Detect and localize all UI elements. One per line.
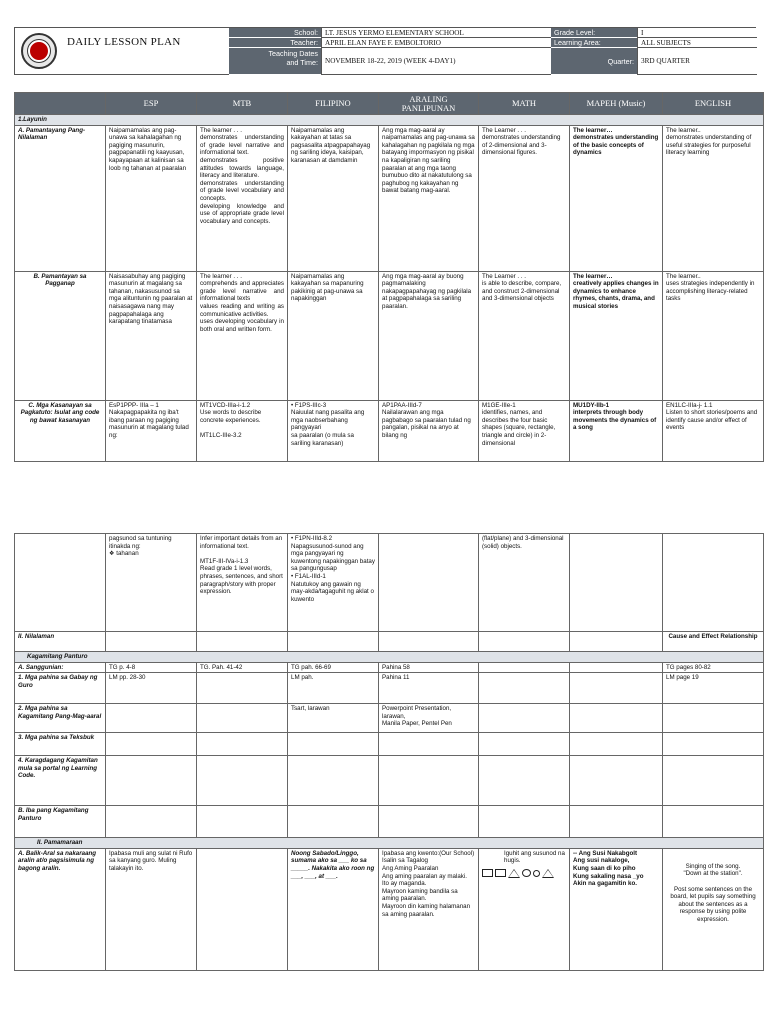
square-shape-icon	[495, 869, 506, 877]
cell-filipino: Naipamamalas ang kakayahan at tatas sa pagsasalita atpagpapahayag ng sariling ideya, kaisipan, karanasan at damdamin	[288, 125, 379, 271]
cell-mapeh	[570, 534, 663, 632]
cell-ap: Pahina 11	[379, 673, 479, 704]
col-header-math: MATH	[479, 93, 570, 115]
cell-mtb	[197, 673, 288, 704]
section-label: 1.Layunin	[15, 115, 764, 126]
cell-esp: Naisasabuhay ang pagiging masunurin at magalang sa tahanan, nakasusunod sa mga alituntunin ng paaralan at naisasagawa nang may pagpapahalaga ang karapatang tinatamasa	[106, 271, 197, 400]
cell-math	[479, 848, 570, 970]
cell-english	[663, 534, 764, 632]
cell-filipino: Tsart, larawan	[288, 704, 379, 733]
quarter-value: 3RD QUARTER	[637, 48, 757, 75]
cell-math	[479, 662, 570, 673]
cell-mtb: TG. Pah. 41-42	[197, 662, 288, 673]
cell-mapeh: The learner… demonstrates understanding of the basic concepts of dynamics	[570, 125, 663, 271]
cell-esp	[106, 704, 197, 733]
cell-math: The Learner . . . demonstrates understanding of 2-dimensional and 3-dimensional figures.	[479, 125, 570, 271]
rectangle-shape-icon	[482, 869, 493, 877]
cell-mtb	[197, 704, 288, 733]
cell-mapeh: -- Ang Susi Nakabgolt Ang susi nakaloge, Kung saan di ko piho Kung sakaling nasa _yo Akin na gagamitin ko.	[570, 848, 663, 970]
column-header-row	[15, 93, 764, 115]
cell-english: Singing of the song. "Down at the station". Post some sentences on the board, let pupils say something about the sentences as a response by using polite expression.	[663, 848, 764, 970]
cell-esp: Naipamamalas ang pag-unawa sa kahalagahan ng pagiging masunurin, pagpapanatili ng kaayusan, kapayapaan at kalinisan sa loob ng tahanan at paaralan	[106, 125, 197, 271]
row-karagdagang-kagamitan	[15, 756, 764, 806]
cell-ap: Ang mga mag-aaral ay naipamamalas ang pag-unawa sa kahalagahan ng pagkilala ng mga batayang impormasyon ng pisikal na kapaligiran ng sariling paaralan at ang mga taong bumubuo dito at nakatutulong sa paghubog ng kakayahan ng bawat batang mag-aaral.	[379, 125, 479, 271]
cell-english: TG pages 80-82	[663, 662, 764, 673]
col-header-mapeh: MAPEH (Music)	[570, 93, 663, 115]
cell-filipino: LM pah.	[288, 673, 379, 704]
row-label: 4. Karagdagang Kagamitan mula sa portal ng Learning Code.	[15, 756, 106, 806]
cell-esp: Ipabasa muli ang sulat ni Rufo sa kanyang guro. Muling talakayin ito.	[106, 848, 197, 970]
row-label: 1. Mga pahina sa Gabay ng Guro	[15, 673, 106, 704]
school-value: LT. JESUS YERMO ELEMENTARY SCHOOL	[321, 28, 551, 38]
row-kagamitang-pang-mag-aaral	[15, 704, 764, 733]
cell-english: The learner.. uses strategies independently in accomplishing literacy-related tasks	[663, 271, 764, 400]
cell-english: Cause and Effect Relationship	[663, 632, 764, 652]
col-header-esp: ESP	[106, 93, 197, 115]
col-header-araling-panlipunan: ARALING PANLIPUNAN	[379, 93, 479, 115]
shape-pattern	[482, 869, 566, 878]
section-row-kagamitan	[15, 652, 764, 663]
grade-value: I	[637, 28, 757, 38]
cell-mtb: The learner . . . comprehends and appreciates grade level narrative and informational texts values reading and writing as communicative activities. uses developing vocabulary in both oral and written form.	[197, 271, 288, 400]
section-row-layunin	[15, 115, 764, 126]
cell-filipino: • F1PS-IIIc-3 Naiuulat nang pasalita ang mga naobserbahang pangyayari sa paaralan (o mula sa sariling karanasan)	[288, 400, 379, 461]
cell-math	[479, 704, 570, 733]
cell-ap: AP1PAA-IIId-7 Nailalarawan ang mga pagbabago sa paaralan tulad ng pangalan, pisikal na anyo at bilang ng	[379, 400, 479, 461]
row-mga-kasanayan	[15, 400, 764, 461]
lesson-plan-header	[14, 27, 756, 75]
document-title: DAILY LESSON PLAN	[67, 36, 181, 48]
circle-shape-icon	[522, 869, 531, 877]
teacher-value: APRIL ELAN FAYE F. EMBOLTORIO	[321, 38, 551, 48]
cell-ap: Ang mga mag-aaral ay buong pagmamalaking nakapagpapahayag ng pagkilala at pagpapahalaga sa sariling paaralan.	[379, 271, 479, 400]
row-balik-aral	[15, 848, 764, 970]
row-nilalaman	[15, 632, 764, 652]
cell-mapeh: MU1DY-IIb-1 interprets through body movements the dynamics of a song	[570, 400, 663, 461]
lesson-objectives-table	[14, 92, 764, 462]
cell-mapeh	[570, 662, 663, 673]
grade-label: Grade Level:	[551, 28, 651, 38]
cell-filipino: Naipamamalas ang kakayahan sa mapanuring pakikinig at pag-unawa sa napakinggan	[288, 271, 379, 400]
cell-mapeh	[570, 673, 663, 704]
quarter-label: Quarter:	[551, 48, 637, 75]
col-header-english: ENGLISH	[663, 93, 764, 115]
row-sanggunian	[15, 662, 764, 673]
row-label-empty	[15, 534, 106, 632]
cell-esp: LM pp. 28-30	[106, 673, 197, 704]
cell-esp: EsP1PPP- IIIa – 1 Nakapagpapakita ng iba't ibang paraan ng pagiging masunurin at magalang tulad ng:	[106, 400, 197, 461]
cell-ap: Powerpoint Presentation, larawan, Manila Paper, Pentel Pen	[379, 704, 479, 733]
cell-mapeh	[570, 704, 663, 733]
cell-english	[663, 704, 764, 733]
cell-english: The learner.. demonstrates understanding of useful strategies for purposeful literacy learning	[663, 125, 764, 271]
row-gabay-ng-guro	[15, 673, 764, 704]
row-continued-objectives	[15, 534, 764, 632]
cell-english: LM page 19	[663, 673, 764, 704]
cell-filipino: Noong Sabado/Linggo, sumama ako sa ___ ko sa _____. Nakakita ako roon ng ___, ___, at ___.	[288, 848, 379, 970]
row-label: II. Nilalaman	[15, 632, 106, 652]
deped-seal-logo	[21, 33, 57, 69]
cell-filipino: • F1PN-IIId-8.2 Napagsusunod-sunod ang mga pangyayari ng kuwentong napakinggan batay sa pangungusap • F1AL-IIId-1 Natutukoy ang gawain ng may-akda/tagaguhit ng aklat o kuwento	[288, 534, 379, 632]
row-label: B. Iba pang Kagamitang Panturo	[15, 806, 106, 838]
area-value: ALL SUBJECTS	[637, 38, 757, 48]
row-pamantayan-sa-pagganap	[15, 271, 764, 400]
cell-math	[479, 673, 570, 704]
row-label: 2. Mga pahina sa Kagamitang Pang-Mag-aaral	[15, 704, 106, 733]
cell-filipino: TG pah. 66-69	[288, 662, 379, 673]
row-label: A. Pamantayang Pang-Nilalaman	[15, 125, 106, 271]
row-pamantayang-pangnilalaman	[15, 125, 764, 271]
row-label: B. Pamantayan sa Pagganap	[15, 271, 106, 400]
triangle-shape-icon	[508, 869, 520, 878]
col-header-filipino: FILIPINO	[288, 93, 379, 115]
triangle-shape-icon	[542, 869, 554, 878]
cell-mtb: MT1VCD-IIIa-i-1.2 Use words to describe concrete experiences. MT1LC-IIIe-3.2	[197, 400, 288, 461]
cell-mtb: The learner . . . demonstrates understanding of grade level narrative and informational text. demonstrates positive attitudes towards language, literacy and literature. demonstrates understanding of grade level vocabulary and concepts. developing knowledge and use of appropriate grade level vocabulary and concepts.	[197, 125, 288, 271]
cell-math: M1GE-IIIe-1 identifies, names, and describes the four basic shapes (square, rectangle, triangle and circle) in 2-dimensional	[479, 400, 570, 461]
school-label: School:	[229, 28, 321, 38]
row-teksbuk	[15, 733, 764, 756]
row-label: A. Sanggunian:	[15, 662, 106, 673]
lesson-procedure-table	[14, 533, 764, 971]
math-instruction: Iguhit ang susunod na hugis.	[504, 849, 565, 865]
section-label: Kagamitang Panturo	[15, 652, 764, 663]
cell-ap: Ipabasa ang kwento:(Our School) Isalin sa Tagalog Ang Aming Paaralan Ang aming paaralan ay malaki. Ito ay maganda. Mayroon kaming bandila sa aming paaralan. Mayroon din kaming halamanan sa aming paaralan.	[379, 848, 479, 970]
cell-esp: pagsunod sa tuntuning itinakda ng: ❖ tahanan	[106, 534, 197, 632]
corner-header	[15, 93, 106, 115]
cell-ap: Pahina 58	[379, 662, 479, 673]
section-label: II. Pamamaraan	[15, 838, 764, 849]
dates-label: Teaching Dates and Time:	[229, 48, 321, 75]
dates-value: NOVEMBER 18-22, 2019 (WEEK 4-DAY1)	[321, 48, 551, 75]
cell-math: (flat/plane) and 3-dimensional (solid) objects.	[479, 534, 570, 632]
col-header-mtb: MTB	[197, 93, 288, 115]
cell-english: EN1LC-IIIa-j- 1.1 Listen to short stories/poems and identify cause and/or effect of events	[663, 400, 764, 461]
row-label: C. Mga Kasanayan sa Pagkatuto: Isulat ang code ng bawat kasanayan	[15, 400, 106, 461]
cell-mtb	[197, 848, 288, 970]
cell-ap	[379, 534, 479, 632]
area-label: Learning Area:	[551, 38, 651, 48]
circle-small-shape-icon	[533, 870, 540, 877]
cell-mtb: Infer important details from an informational text. MT1F-III-IVa-i-1.3 Read grade 1 level words, phrases, sentences, and short paragraph/story with proper expression.	[197, 534, 288, 632]
cell-math: The Learner . . . is able to describe, compare, and construct 2-dimensional and 3-dimensional objects	[479, 271, 570, 400]
cell-mapeh: The learner… creatively applies changes in dynamics to enhance rhymes, chants, drama, and musical stories	[570, 271, 663, 400]
teacher-label: Teacher:	[229, 38, 321, 48]
cell-esp: TG p. 4-8	[106, 662, 197, 673]
row-iba-pang-kagamitan	[15, 806, 764, 838]
row-label: A. Balik-Aral sa nakaraang aralin at/o pagsisimula ng bagong aralin.	[15, 848, 106, 970]
row-label: 3. Mga pahina sa Teksbuk	[15, 733, 106, 756]
section-row-pamamaraan	[15, 838, 764, 849]
